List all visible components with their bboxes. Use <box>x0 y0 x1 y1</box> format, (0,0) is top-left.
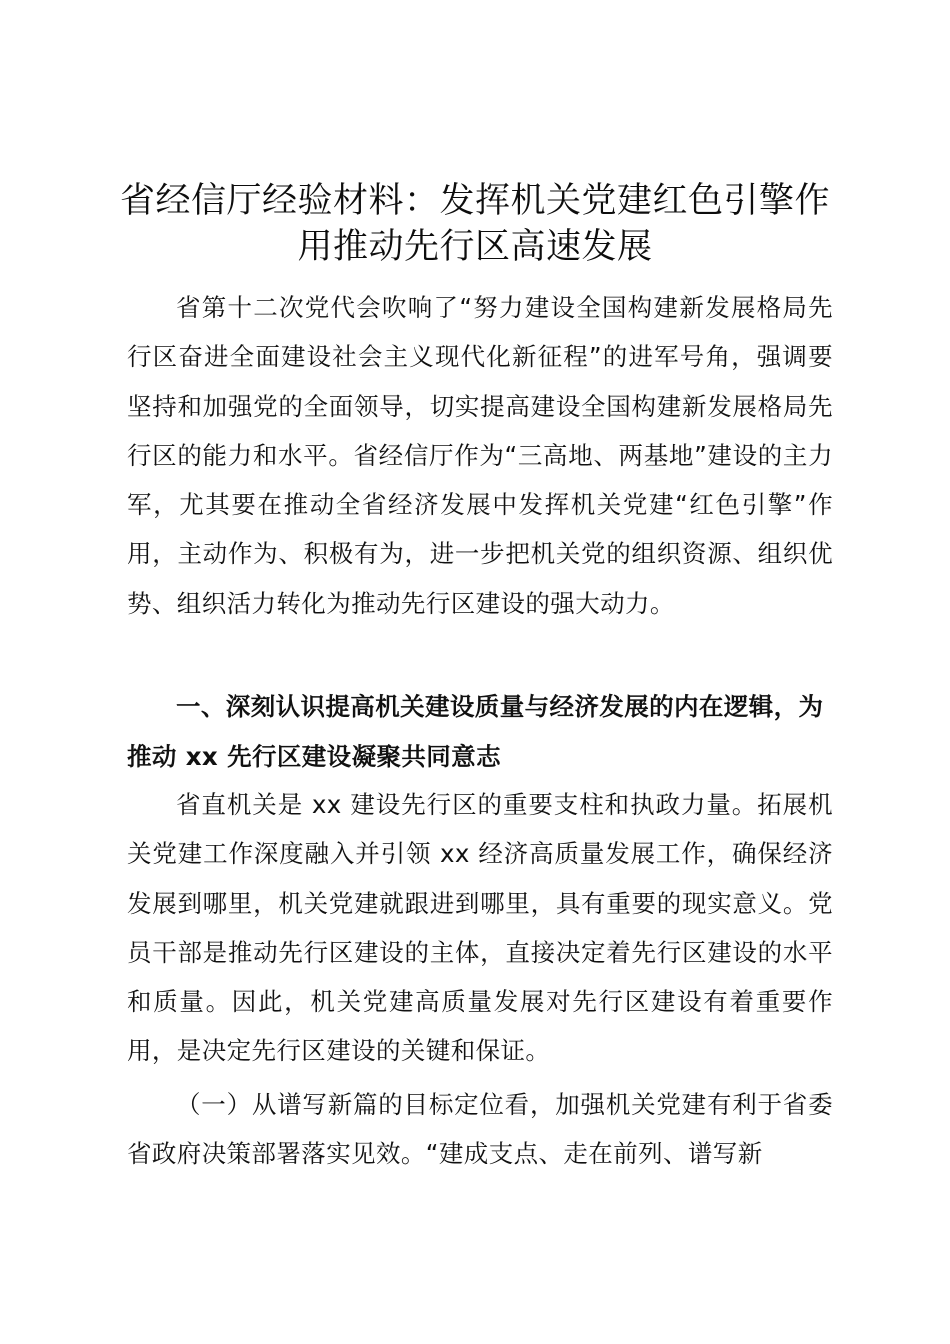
paragraph-section-1 <box>127 780 833 1076</box>
section-heading-text: 一、深刻认识提高机关建设质量与经济发展的内在逻辑，为推动 xx 先行区建设凝聚共同意志 <box>127 692 824 771</box>
title-line-2: 用推动先行区高速发展 <box>297 227 653 267</box>
paragraph-intro <box>127 283 833 628</box>
paragraph-text: 省第十二次党代会吹响了“努力建设全国构建新发展格局先行区奋进全面建设社会主义现代化新征程”的进军号角，强调要坚持和加强党的全面领导，切实提高建设全国构建新发展格局先行区的能力和水平。省经信厅作为“三高地、两基地”建设的主力军，尤其要在推动全省经济发展中发挥机关党建“红色引擎”作用，主动作为、积极有为，进一步把机关党的组织资源、组织优势、组织活力转化为推动先行区建设的强大动力。 <box>127 293 833 618</box>
paragraph-text: 省直机关是 xx 建设先行区的重要支柱和执政力量。拓展机关党建工作深度融入并引领 xx 经济高质量发展工作，确保经济发展到哪里，机关党建就跟进到哪里，具有重要的现实意义。党员干部是推动先行区建设的主体，直接决定着先行区建设的水平和质量。因此，机关党建高质量发展对先行区建设有着重要作用，是决定先行区建设的关键和保证。 <box>127 790 833 1066</box>
document-title <box>110 178 840 270</box>
title-line-1: 省经信厅经验材料：发挥机关党建红色引擎作 <box>119 181 830 221</box>
paragraph-subsection-1 <box>127 1080 833 1179</box>
paragraph-text: （一）从谱写新篇的目标定位看，加强机关党建有利于省委省政府决策部署落实见效。“建成支点、走在前列、谱写新 <box>127 1090 833 1169</box>
section-heading-1 <box>127 682 833 781</box>
